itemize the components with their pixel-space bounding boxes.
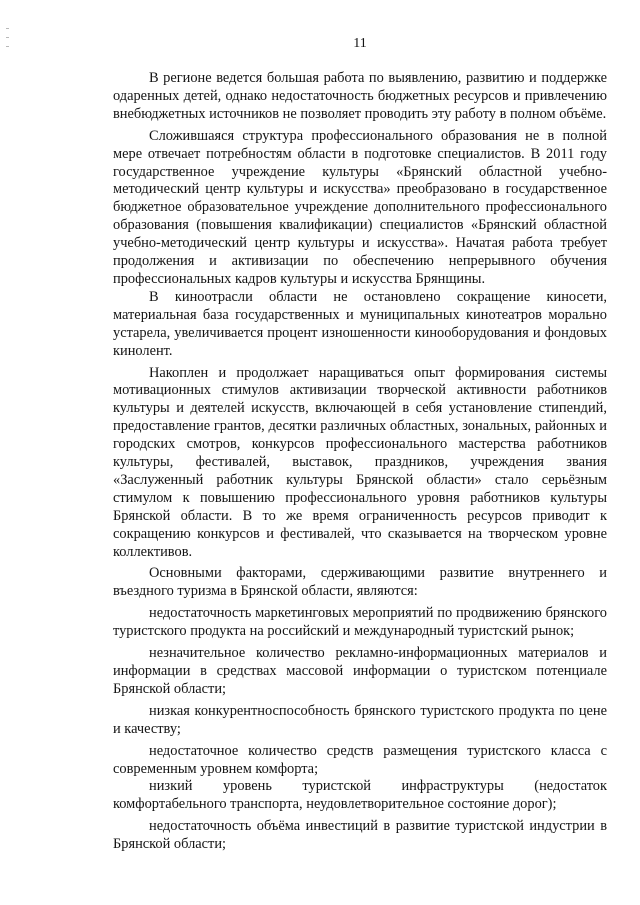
paragraph-professional-education: Сложившаяся структура профессионального образования не в полной мере отвечает потребностям области в подготовке специалистов. В 2011 году государственное учреждение культуры «Брянский областной учебно-методический центр культуры и искусства» преобразовано в государственное бюджетное образовательное учреждение дополнительного профессионального образования (повышения квалификации) специалистов «Брянский областной учебно-методический центр культуры и искусства». Начатая работа требует продолжения и активизации по обеспечению непрерывного обучения профессиональных кадров культуры и искусства Брянщины. — [113, 127, 607, 287]
list-item-competitiveness: низкая конкурентноспособность брянского туристского продукта по цене и качеству; — [113, 702, 607, 737]
paragraph-motivation-system: Накоплен и продолжает наращиваться опыт формирования системы мотивационных стимулов активизации творческой активности работников культуры и деятелей искусств, включающей в себя установление стипендий, предоставление грантов, десятки различных областных, зональных, районных и городских смотров, конкурсов профессионального мастерства работников культуры, фестивалей, выставок, праздников, учреждения звания «Заслуженный работник культуры Брянской области» стало серьёзным стимулом к повышению профессионального уровня работников культуры Брянской области. В то же время ограниченность ресурсов приводит к сокращению конкурсов и фестивалей, что сказывается на творческом уровне коллективов. — [113, 364, 607, 560]
page-number: 11 — [353, 36, 367, 51]
list-item-accommodation: недостаточное количество средств размещения туристского класса с современным уровнем комфорта; — [113, 742, 607, 777]
body-text — [113, 70, 607, 854]
paragraph-cinema-industry: В киноотрасли области не остановлено сокращение киносети, материальная база государственных и муниципальных кинотеатров морально устарела, увеличивается процент изношенности кинооборудования и фондовых кинолент. — [113, 288, 607, 359]
paragraph-gifted-children: В регионе ведется большая работа по выявлению, развитию и поддержке одаренных детей, однако недостаточность бюджетных ресурсов и привлечению внебюджетных источников не позволяет проводить эту работу в полном объёме. — [113, 70, 607, 122]
paragraph-tourism-factors-intro: Основными факторами, сдерживающими развитие внутреннего и въездного туризма в Брянской области, являются: — [113, 565, 607, 600]
list-item-infrastructure: низкий уровень туристской инфраструктуры (недостаток комфортабельного транспорта, неудовлетворительное состояние дорог); — [113, 778, 607, 813]
list-item-investment: недостаточность объёма инвестиций в развитие туристской индустрии в Брянской области; — [113, 818, 607, 853]
list-item-marketing: недостаточность маркетинговых мероприятий по продвижению брянского туристского продукта на российский и международный туристский рынок; — [113, 605, 607, 640]
list-item-advertising: незначительное количество рекламно-информационных материалов и информации в средствах массовой информации о туристском потенциале Брянской области; — [113, 645, 607, 697]
